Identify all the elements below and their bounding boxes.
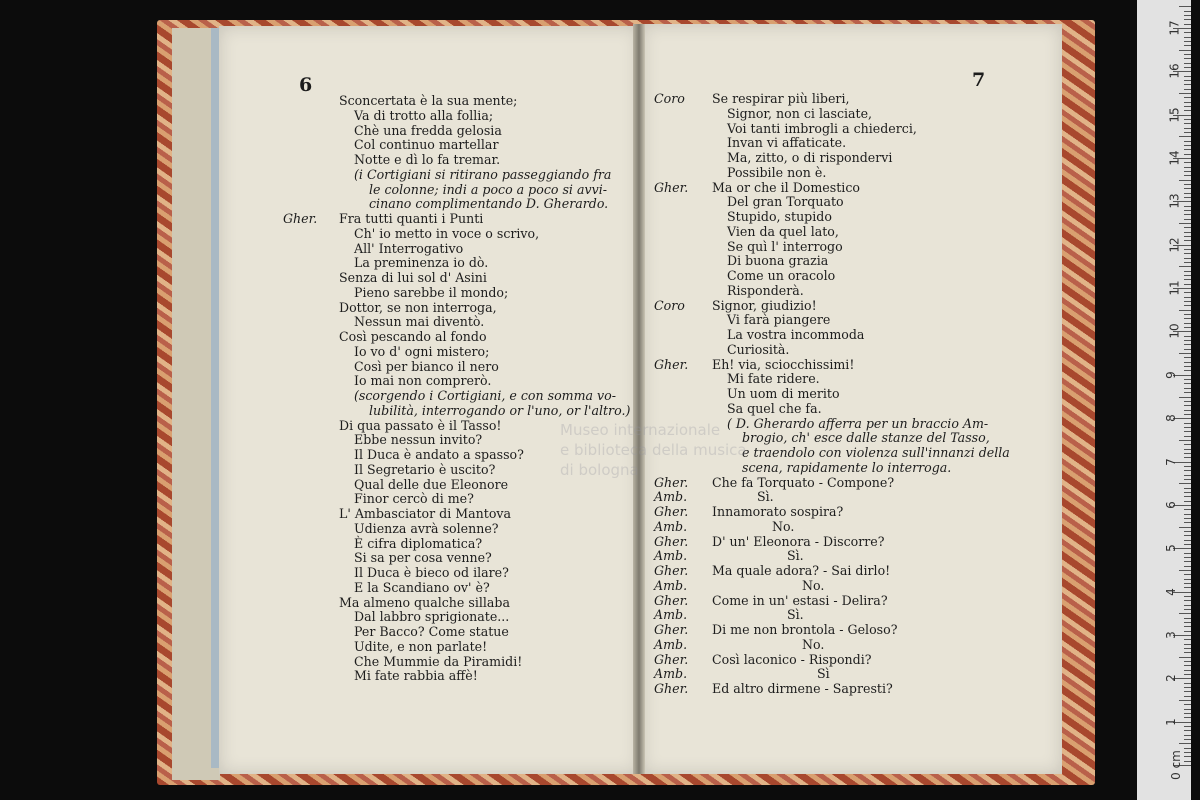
ruler-tick bbox=[1184, 388, 1191, 389]
ruler-tick bbox=[1179, 310, 1191, 311]
ruler-tick bbox=[1184, 232, 1191, 233]
verse-line: Se respirar più liberi, bbox=[712, 91, 850, 106]
verse-line: Udite, e non parlate! bbox=[354, 638, 488, 654]
ruler-tick bbox=[1184, 405, 1191, 406]
ruler-label: 15 bbox=[1167, 107, 1182, 123]
verse-line: Sì. bbox=[757, 489, 774, 505]
ruler-tick bbox=[1184, 184, 1191, 185]
ruler-tick bbox=[1184, 605, 1191, 606]
ruler-label: 17 bbox=[1167, 20, 1182, 36]
ruler-tick bbox=[1184, 206, 1191, 207]
ruler-tick bbox=[1184, 301, 1191, 302]
left-page bbox=[219, 26, 639, 774]
ruler-tick bbox=[1184, 305, 1191, 306]
stage-direction-line: lubilità, interrogando or l'uno, or l'altro.) bbox=[369, 402, 631, 418]
ruler-tick bbox=[1184, 275, 1191, 276]
ruler-tick bbox=[1184, 32, 1191, 33]
verse-line: Io mai non comprerò. bbox=[354, 373, 492, 389]
ruler-tick bbox=[1184, 149, 1191, 150]
ruler-tick bbox=[1184, 522, 1191, 523]
ruler-label: 7 bbox=[1163, 457, 1178, 466]
verse-line: Mi fate rabbia affè! bbox=[354, 668, 478, 684]
speaker-label: Amb. bbox=[654, 577, 688, 593]
ruler-tick bbox=[1184, 717, 1191, 718]
ruler-label: 16 bbox=[1167, 63, 1182, 79]
verse-line: E la Scandiano ov' è? bbox=[354, 579, 490, 595]
verse-line: Il Segretario è uscito? bbox=[354, 461, 496, 477]
ruler-tick bbox=[1184, 531, 1191, 532]
ruler-tick bbox=[1179, 6, 1191, 7]
verse-line: Chè una fredda gelosia bbox=[354, 122, 502, 138]
stage-direction-line: brogio, ch' esce dalle stanze del Tasso, bbox=[742, 430, 990, 446]
ruler-tick bbox=[1184, 600, 1191, 601]
ruler-tick bbox=[1184, 492, 1191, 493]
ruler-tick bbox=[1184, 756, 1191, 757]
verse-line: Nessun mai diventò. bbox=[354, 314, 485, 330]
ruler-tick bbox=[1184, 262, 1191, 263]
ruler-tick bbox=[1184, 661, 1191, 662]
ruler-tick bbox=[1184, 119, 1191, 120]
verse-line: Va di trotto alla follia; bbox=[354, 107, 494, 123]
ruler-tick bbox=[1184, 344, 1191, 345]
ruler-tick bbox=[1184, 748, 1191, 749]
ruler-tick bbox=[1184, 466, 1191, 467]
ruler-tick bbox=[1184, 188, 1191, 189]
speaker-label: Gher. bbox=[654, 504, 689, 519]
verse-line: Come un oracolo bbox=[727, 268, 836, 283]
speaker-label: Gher. bbox=[654, 681, 689, 696]
ruler-tick bbox=[1179, 570, 1191, 571]
verse-line: Sì. bbox=[787, 607, 804, 623]
ruler-tick bbox=[1184, 236, 1191, 237]
ruler-tick bbox=[1184, 167, 1191, 168]
ruler-tick bbox=[1184, 626, 1191, 627]
ruler-tick bbox=[1184, 596, 1191, 597]
ruler-tick bbox=[1184, 284, 1191, 285]
ruler-tick bbox=[1179, 266, 1191, 267]
ruler-tick bbox=[1184, 145, 1191, 146]
ruler-tick bbox=[1184, 739, 1191, 740]
ruler-tick bbox=[1179, 483, 1191, 484]
ruler-tick bbox=[1184, 670, 1191, 671]
ruler-tick bbox=[1184, 709, 1191, 710]
ruler-tick bbox=[1184, 171, 1191, 172]
verse-line: Udienza avrà solenne? bbox=[354, 520, 499, 536]
ruler-tick bbox=[1179, 700, 1191, 701]
verse-line: Come in un' estasi - Delira? bbox=[712, 592, 888, 608]
ruler-label: 9 bbox=[1163, 370, 1178, 379]
ruler-tick bbox=[1184, 470, 1191, 471]
ruler-tick bbox=[1184, 128, 1191, 129]
ruler-tick bbox=[1184, 383, 1191, 384]
ruler-tick bbox=[1184, 366, 1191, 367]
verse-line: Voi tanti imbrogli a chiederci, bbox=[727, 120, 917, 136]
ruler-tick bbox=[1184, 518, 1191, 519]
ruler-tick bbox=[1184, 479, 1191, 480]
ruler-tick bbox=[1184, 431, 1191, 432]
verse-line: Vien da quel lato, bbox=[727, 223, 839, 239]
verse-line: No. bbox=[802, 636, 825, 652]
ruler-tick bbox=[1179, 440, 1191, 441]
ruler-tick bbox=[1184, 240, 1191, 241]
ruler-tick bbox=[1184, 752, 1191, 753]
library-watermark: Museo internazionale e biblioteca della di bologna bbox=[560, 421, 721, 479]
ruler-tick bbox=[1179, 397, 1191, 398]
ruler-tick bbox=[1184, 132, 1191, 133]
ruler-tick bbox=[1184, 11, 1191, 12]
verse-line: Sconcertata è la sua mente; bbox=[339, 93, 518, 108]
speaker-label: Coro bbox=[654, 91, 685, 106]
ruler-tick bbox=[1184, 80, 1191, 81]
ruler-tick bbox=[1184, 583, 1191, 584]
ruler-tick bbox=[1184, 292, 1191, 293]
ruler-tick bbox=[1179, 136, 1191, 137]
verse-line: Il Duca è bieco od ilare? bbox=[354, 565, 509, 580]
speaker-label: Coro bbox=[654, 297, 685, 313]
speaker-label: Amb. bbox=[654, 607, 688, 623]
ruler-tick bbox=[1184, 726, 1191, 727]
ruler-label: 10 bbox=[1167, 323, 1182, 340]
ruler-label: 13 bbox=[1167, 193, 1182, 210]
speaker-label: Gher. bbox=[654, 474, 689, 490]
verse-line: Dottor, se non interroga, bbox=[339, 299, 497, 315]
verse-line: Possibile non è. bbox=[727, 164, 827, 180]
ruler-tick bbox=[1184, 193, 1191, 194]
ruler-tick bbox=[1184, 683, 1191, 684]
verse-line: Ma or che il Domestico bbox=[712, 179, 860, 195]
ruler-tick bbox=[1184, 475, 1191, 476]
ruler-tick bbox=[1184, 453, 1191, 454]
verse-line: Col continuo martellar bbox=[354, 137, 499, 153]
verse-line: Che Mummie da Piramidi! bbox=[354, 653, 523, 669]
ruler-tick bbox=[1184, 761, 1191, 762]
stage-direction-line: le colonne; indi a poco a poco si avvi- bbox=[369, 181, 607, 197]
ruler-label: 3 bbox=[1163, 631, 1178, 639]
ruler-tick bbox=[1184, 210, 1191, 211]
speaker-label: Gher. bbox=[654, 179, 689, 195]
ruler-tick bbox=[1179, 743, 1191, 744]
page-edge bbox=[211, 28, 219, 768]
verse-line: Che fa Torquato - Compone? bbox=[712, 474, 895, 490]
ruler-tick bbox=[1184, 665, 1191, 666]
ruler-tick bbox=[1184, 410, 1191, 411]
verse-line: Pieno sarebbe il mondo; bbox=[354, 284, 509, 300]
ruler-tick bbox=[1184, 106, 1191, 107]
verse-line: Eh! via, sciocchissimi! bbox=[712, 356, 855, 372]
ruler-tick bbox=[1184, 561, 1191, 562]
speaker-label: Gher. bbox=[654, 356, 689, 372]
ruler-tick bbox=[1184, 704, 1191, 705]
ruler-tick bbox=[1184, 154, 1191, 155]
verse-line: All' Interrogativo bbox=[354, 240, 464, 256]
ruler-tick bbox=[1184, 553, 1191, 554]
ruler-tick bbox=[1179, 613, 1191, 614]
ruler-tick bbox=[1184, 587, 1191, 588]
verse-line: La vostra incommoda bbox=[727, 327, 865, 342]
ruler-tick bbox=[1184, 648, 1191, 649]
ruler-tick bbox=[1179, 93, 1191, 94]
verse-line: Signor, non ci lasciate, bbox=[727, 105, 873, 121]
ruler-tick bbox=[1184, 84, 1191, 85]
verse-line: Di buona grazia bbox=[727, 253, 829, 269]
speaker-label: Gher. bbox=[283, 211, 318, 226]
ruler-tick bbox=[1184, 323, 1191, 324]
verse-line: Così pescando al fondo bbox=[339, 329, 487, 344]
ruler-tick bbox=[1184, 392, 1191, 393]
ruler-tick bbox=[1184, 349, 1191, 350]
ruler-tick bbox=[1184, 444, 1191, 445]
ruler-tick bbox=[1184, 219, 1191, 220]
speaker-label: Amb. bbox=[654, 636, 688, 652]
verse-line: Io vo d' ogni mistero; bbox=[354, 343, 490, 359]
ruler-tick bbox=[1184, 544, 1191, 545]
ruler-tick bbox=[1184, 488, 1191, 489]
speaker-label: Amb. bbox=[654, 489, 688, 505]
ruler-tick bbox=[1184, 63, 1191, 64]
verse-line: Di me non brontola - Geloso? bbox=[712, 622, 898, 637]
ruler-tick bbox=[1184, 639, 1191, 640]
ruler-tick bbox=[1184, 58, 1191, 59]
ruler-tick bbox=[1184, 370, 1191, 371]
verse-line: Vi farà piangere bbox=[727, 312, 831, 328]
verse-line: Stupido, stupido bbox=[727, 209, 832, 224]
verse-line: Dal labbro sprigionate... bbox=[354, 609, 510, 625]
ruler-tick bbox=[1184, 509, 1191, 510]
verse-line: Così per bianco il nero bbox=[354, 358, 499, 374]
verse-line: Fra tutti quanti i Punti bbox=[339, 211, 484, 226]
ruler-tick bbox=[1179, 223, 1191, 224]
ruler-tick bbox=[1184, 45, 1191, 46]
speaker-label: Amb. bbox=[654, 548, 688, 564]
ruler-tick bbox=[1184, 279, 1191, 280]
verse-line: Ch' io metto in voce o scrivo, bbox=[354, 225, 540, 241]
ruler-tick bbox=[1184, 24, 1191, 25]
verse-line: Ma quale adora? - Sai dirlo! bbox=[712, 563, 891, 578]
page-number-right: 7 bbox=[972, 69, 986, 91]
ruler-tick bbox=[1184, 41, 1191, 42]
verse-line: Risponderà. bbox=[727, 282, 804, 298]
ruler-tick bbox=[1184, 514, 1191, 515]
verse-line: No. bbox=[772, 518, 795, 534]
ruler-tick bbox=[1184, 496, 1191, 497]
ruler-tick bbox=[1184, 336, 1191, 337]
ruler-tick bbox=[1184, 449, 1191, 450]
speaker-label: Gher. bbox=[654, 622, 689, 637]
ruler-tick bbox=[1184, 579, 1191, 580]
verse-line: L' Ambasciator di Mantova bbox=[339, 506, 512, 521]
ruler-tick bbox=[1184, 713, 1191, 714]
verse-line: Sì bbox=[817, 666, 830, 682]
ruler-tick bbox=[1184, 340, 1191, 341]
ruler-tick bbox=[1184, 622, 1191, 623]
verse-line: Ma, zitto, o di rispondervi bbox=[727, 150, 893, 165]
right-page bbox=[642, 24, 1062, 774]
speaker-label: Gher. bbox=[654, 533, 689, 549]
ruler-tick bbox=[1184, 19, 1191, 20]
ruler-tick bbox=[1184, 423, 1191, 424]
book-gutter bbox=[633, 24, 645, 774]
ruler-tick bbox=[1184, 249, 1191, 250]
stage-direction-line: ( D. Gherardo afferra per un braccio Am- bbox=[727, 415, 989, 431]
ruler-tick bbox=[1184, 227, 1191, 228]
ruler-tick bbox=[1184, 566, 1191, 567]
ruler-tick bbox=[1184, 271, 1191, 272]
ruler-tick bbox=[1184, 97, 1191, 98]
ruler-tick bbox=[1184, 609, 1191, 610]
stage-direction-line: (i Cortigiani si ritirano passeggiando fra bbox=[354, 166, 612, 182]
verse-line: Innamorato sospira? bbox=[712, 504, 844, 519]
verse-line: Finor cercò di me? bbox=[354, 491, 474, 507]
ruler-tick bbox=[1179, 50, 1191, 51]
ruler-tick bbox=[1184, 76, 1191, 77]
ruler-tick bbox=[1184, 574, 1191, 575]
ruler-tick bbox=[1184, 110, 1191, 111]
ruler-tick bbox=[1184, 535, 1191, 536]
verse-line: Mi fate ridere. bbox=[727, 371, 820, 387]
ruler-tick bbox=[1184, 362, 1191, 363]
ruler-tick bbox=[1184, 674, 1191, 675]
verse-line: Sa quel che fa. bbox=[727, 400, 822, 416]
ruler-tick bbox=[1184, 175, 1191, 176]
ruler-tick bbox=[1184, 644, 1191, 645]
ruler-label: 14 bbox=[1167, 150, 1182, 166]
ruler-label: 8 bbox=[1163, 414, 1178, 422]
ruler-tick bbox=[1184, 696, 1191, 697]
ruler-tick bbox=[1184, 54, 1191, 55]
stage-direction-line: scena, rapidamente lo interroga. bbox=[742, 459, 952, 475]
ruler-tick bbox=[1184, 141, 1191, 142]
speaker-label: Gher. bbox=[654, 563, 689, 578]
ruler-tick bbox=[1184, 691, 1191, 692]
ruler-tick bbox=[1184, 401, 1191, 402]
ruler-tick bbox=[1184, 197, 1191, 198]
ruler-tick bbox=[1184, 15, 1191, 16]
ruler-label: 6 bbox=[1163, 501, 1178, 509]
speaker-label: Amb. bbox=[654, 666, 688, 682]
ruler-tick bbox=[1184, 67, 1191, 68]
verse-line: D' un' Eleonora - Discorre? bbox=[712, 533, 885, 549]
ruler-tick bbox=[1179, 180, 1191, 181]
stage-direction-line: e traendolo con violenza sull'innanzi della bbox=[742, 445, 1010, 460]
ruler-tick bbox=[1184, 297, 1191, 298]
ruler-tick bbox=[1179, 657, 1191, 658]
verse-line: Il Duca è andato a spasso? bbox=[354, 447, 524, 462]
verse-line: Signor, giudizio! bbox=[712, 297, 817, 313]
ruler-label: 4 bbox=[1163, 587, 1178, 596]
ruler-tick bbox=[1184, 557, 1191, 558]
verse-line: Per Bacco? Come statue bbox=[354, 624, 509, 639]
speaker-label: Gher. bbox=[654, 592, 689, 608]
verse-line: No. bbox=[802, 577, 825, 593]
ruler-tick bbox=[1184, 253, 1191, 254]
verse-line: Se quì l' interrogo bbox=[727, 238, 843, 254]
verse-line: Si sa per cosa venne? bbox=[354, 550, 492, 566]
stage-direction-line: (scorgendo i Cortigiani, e con somma vo- bbox=[354, 388, 617, 403]
verse-line: È cifra diplomatica? bbox=[354, 535, 483, 551]
ruler-tick bbox=[1184, 501, 1191, 502]
ruler-tick bbox=[1184, 427, 1191, 428]
ruler-tick bbox=[1184, 618, 1191, 619]
ruler-tick bbox=[1184, 327, 1191, 328]
ruler-tick bbox=[1184, 89, 1191, 90]
verse-line: Ed altro dirmene - Sapresti? bbox=[712, 681, 893, 696]
ruler-tick bbox=[1184, 357, 1191, 358]
stage-direction-line: cinano complimentando D. Gherardo. bbox=[369, 196, 609, 212]
ruler-tick bbox=[1184, 123, 1191, 124]
ruler-tick bbox=[1179, 353, 1191, 354]
ruler-tick bbox=[1179, 527, 1191, 528]
ruler-tick bbox=[1184, 318, 1191, 319]
verse-line: Ebbe nessun invito? bbox=[354, 432, 483, 448]
verse-line: Curiosità. bbox=[727, 341, 790, 357]
verse-line: Di qua passato è il Tasso! bbox=[339, 417, 502, 433]
verse-line: Qual delle due Eleonore bbox=[354, 476, 509, 492]
verse-line: Notte e dì lo fa tremar. bbox=[354, 152, 501, 167]
page-number-left: 6 bbox=[299, 74, 313, 96]
verse-line: Senza di lui sol d' Asini bbox=[339, 270, 487, 285]
ruler-tick bbox=[1184, 314, 1191, 315]
verse-line: Sì. bbox=[787, 548, 804, 564]
speaker-label: Amb. bbox=[654, 518, 688, 534]
ruler-tick bbox=[1184, 735, 1191, 736]
ruler-tick bbox=[1184, 687, 1191, 688]
measuring-ruler bbox=[1137, 0, 1191, 800]
verse-line: Così laconico - Rispondi? bbox=[712, 651, 872, 667]
verse-line: Ma almeno qualche sillaba bbox=[339, 594, 510, 610]
ruler-label: 2 bbox=[1163, 674, 1178, 683]
ruler-tick bbox=[1184, 214, 1191, 215]
ruler-label: 5 bbox=[1163, 544, 1178, 553]
ruler-tick bbox=[1184, 102, 1191, 103]
ruler-tick bbox=[1184, 652, 1191, 653]
ruler-tick bbox=[1184, 631, 1191, 632]
ruler-tick bbox=[1184, 379, 1191, 380]
ruler-label: 1 bbox=[1163, 717, 1178, 726]
ruler-tick bbox=[1184, 436, 1191, 437]
speaker-label: Gher. bbox=[654, 651, 689, 667]
verse-line: Invan vi affaticate. bbox=[727, 135, 847, 151]
ruler-tick bbox=[1184, 37, 1191, 38]
verse-line: La preminenza io dò. bbox=[354, 255, 489, 271]
verse-line: Del gran Torquato bbox=[727, 194, 844, 210]
ruler-label: 0 cm bbox=[1168, 750, 1183, 780]
ruler-tick bbox=[1184, 162, 1191, 163]
ruler-tick bbox=[1184, 414, 1191, 415]
ruler-label: 11 bbox=[1167, 280, 1182, 296]
ruler-tick bbox=[1184, 730, 1191, 731]
verse-line: Un uom di merito bbox=[727, 386, 840, 401]
ruler-tick bbox=[1184, 258, 1191, 259]
ruler-tick bbox=[1184, 457, 1191, 458]
ruler-label: 12 bbox=[1167, 237, 1182, 253]
ruler-tick bbox=[1184, 540, 1191, 541]
